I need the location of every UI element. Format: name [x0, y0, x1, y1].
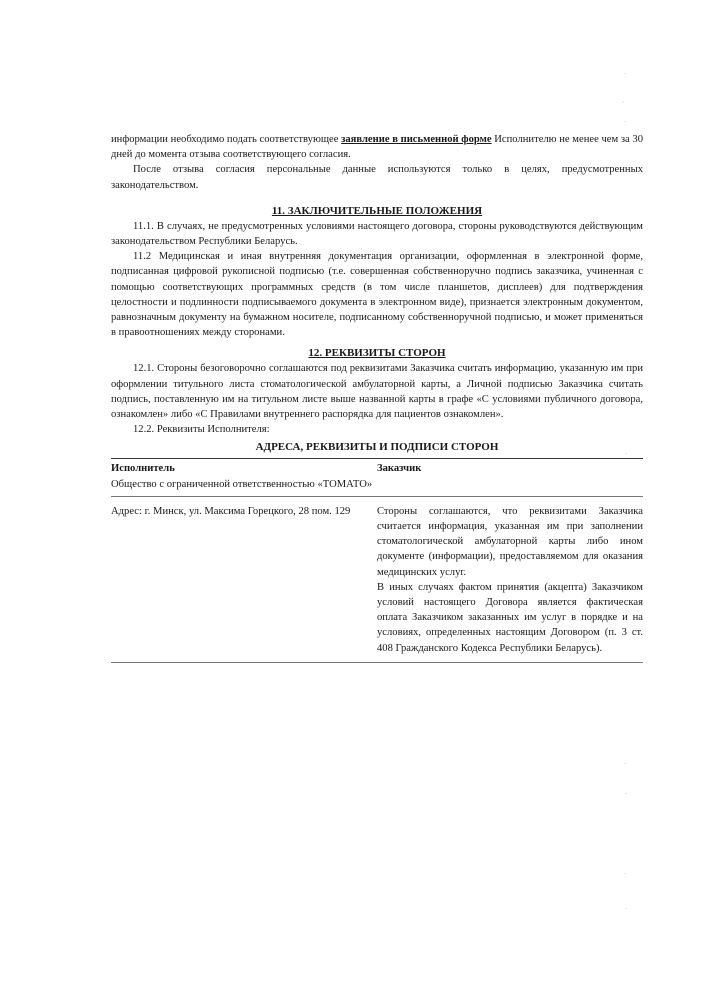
- executor-address-cell: [111, 504, 377, 656]
- consent-withdrawal-paragraph: [111, 132, 643, 162]
- executor-name: Общество с ограниченной ответственностью «ТОМАТО»: [111, 478, 373, 490]
- section-12-title: 12. РЕКВИЗИТЫ СТОРОН: [308, 347, 446, 360]
- section-11-title: 11. ЗАКЛЮЧИТЕЛЬНЫЕ ПОЛОЖЕНИЯ: [271, 204, 483, 217]
- text-fragment: информации необходимо подать соответствующее: [111, 134, 342, 145]
- clause-11-1: 11.1. В случаях, не предусмотренных условиями настоящего договора, стороны руководствуются действующим законодательством Республики Беларусь.: [111, 220, 643, 248]
- written-form-underlined: заявление в письменной форме: [341, 134, 492, 145]
- customer-acceptance-text: В иных случаях фактом принятия (акцепта) Заказчиком условий настоящего Договора является фактическая оплата Заказчиком заказанных им услуг в порядке и на условиях, определенных настоящим Договором (п. 3 ст. 408 Гражданского Кодекса Республики Беларусь).: [377, 581, 643, 654]
- scan-mark: ·: [624, 760, 627, 768]
- executor-header: Исполнитель: [111, 463, 175, 475]
- after-withdrawal-paragraph: После отзыва согласия персональные данные используются только в целях, предусмотренных законодательством.: [111, 164, 643, 191]
- scan-mark: ·: [625, 790, 628, 798]
- scan-mark: ·: [625, 905, 628, 913]
- requisites-table: [111, 458, 643, 662]
- clause-12-2: 12.2. Реквизиты Исполнителя:: [133, 424, 270, 436]
- scan-mark: ·: [624, 70, 627, 78]
- scan-mark: ·: [624, 118, 627, 126]
- document-body: [111, 132, 643, 663]
- scan-mark: ': [622, 100, 624, 108]
- customer-requisites-cell: [377, 504, 643, 656]
- scan-mark: ·: [625, 450, 628, 458]
- customer-header: Заказчик: [377, 463, 422, 475]
- executor-address: Адрес: г. Минск, ул. Максима Горецкого, 28 пом. 129: [111, 505, 351, 517]
- table-row: [111, 497, 643, 663]
- scan-mark: ·: [624, 870, 627, 878]
- text-fragment: Исполнителю не менее чем за 30 дней до момента отзыва соответствующего согласия.: [111, 134, 644, 161]
- clause-12-1: 12.1. Стороны безоговорочно соглашаются под реквизитами Заказчика считать информацию, указанную им при оформлении титульного листа стоматологической амбулаторной карты, а Личной подписью Заказчика считать подпись, поставленную им на титульном листе выше названной карты в графе «С условиями публичного договора, ознакомлен» либо «С Правилами внутреннего распорядка для пациентов ознакомлен».: [111, 363, 643, 421]
- customer-requisites-text: Стороны соглашаются, что реквизитами Заказчика считается информация, указанная им при заполнении стоматологической амбулаторной карты либо ином документе (информации), предоставляемом для оказания медицинских услуг.: [377, 505, 643, 578]
- table-row: [111, 459, 643, 496]
- clause-11-2: 11.2 Медицинская и иная внутренняя документация организации, оформленная в электронной форме, подписанная цифровой рукописной подписью (т.е. совершенная собственноручно подпись заказчика, учиненная с помощью соответствующих программных средств (в том числе планшетов, дисплеев) для подтверждения целостности и подлинности подписываемого документа в электронном виде), признается электронным документом, равнозначным документу на бумажном носителе, подписанному собственноручной подписью, и может применяться в правоотношениях между сторонами.: [111, 251, 643, 339]
- executor-cell: [111, 459, 377, 491]
- customer-cell: [377, 459, 643, 491]
- requisites-table-title: АДРЕСА, РЕКВИЗИТЫ И ПОДПИСИ СТОРОН: [255, 441, 499, 454]
